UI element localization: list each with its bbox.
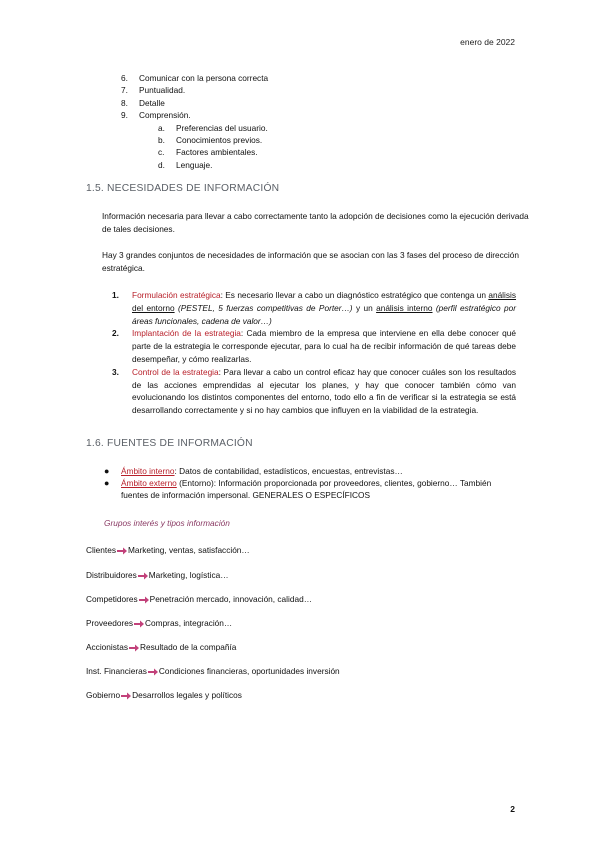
section-heading-1-5: 1.5. NECESIDADES DE INFORMACIÓN [86, 183, 280, 194]
stakeholder-row: Clientes Marketing, ventas, satisfacción… [86, 545, 250, 555]
right-arrow-icon [117, 547, 127, 555]
bullet-icon: ● [104, 478, 110, 489]
right-arrow-icon [148, 668, 158, 676]
header-date: enero de 2022 [460, 37, 515, 47]
stakeholder-row: Gobierno Desarrollos legales y políticos [86, 690, 242, 700]
list-item: 2. Implantación de la estrategia: Cada miembro de la empresa que interviene en ella debe conocer qué parte de la estrategia le corresponde ejecutar, para lo cual ha de recibir información de qué tareas debe desempeñar, y cómo realizarlas. [112, 328, 516, 364]
section-heading-1-6: 1.6. FUENTES DE INFORMACIÓN [86, 438, 253, 449]
page-number: 2 [510, 804, 515, 814]
phase-label: Implantación de la estrategia [132, 328, 241, 339]
paragraph: Hay 3 grandes conjuntos de necesidades de información que se asocian con las 3 fases del proceso de dirección estratégica. [102, 250, 519, 273]
strategy-phases-list [112, 289, 516, 417]
sources-bullet-list [104, 465, 516, 502]
bullet-icon: ● [104, 466, 110, 476]
right-arrow-icon [139, 596, 149, 604]
subheading-groups: Grupos interés y tipos información [104, 518, 230, 528]
stakeholder-row: Inst. Financieras Condiciones financieras, oportunidades inversión [86, 666, 340, 676]
phase-label: Formulación estratégica [132, 290, 221, 300]
right-arrow-icon [138, 572, 148, 580]
right-arrow-icon [134, 620, 144, 628]
stakeholder-row: Competidores Penetración mercado, innovación, calidad… [86, 594, 313, 604]
right-arrow-icon [121, 692, 131, 700]
stakeholder-row: Accionistas Resultado de la compañía [86, 642, 237, 652]
list-item: ● Ámbito externo (Entorno): Información proporcionada por proveedores, clientes, gobierno… También fuentes de información impersonal. GENERALES O ESPECÍFICOS [104, 478, 492, 501]
document-page: enero de 2022 6. Comunicar con la persona correcta 7. Puntualidad. 8. Detalle 9. Comprensión. a. Preferencias del usuario. b. Conocimientos previos. c. Factores ambientales. d. Lenguaje. 1.5. NECESIDADES DE INFORMACIÓN Información necesaria para llevar a cabo correctamente tanto la adopción de decisiones como la ejecución derivada de tales decisiones. Hay 3 grandes conjuntos de necesidades de información que se asocian con las 3 fases del proceso de dirección estratégica. 1. Formulación estratégica: Es necesario llevar a cabo un diagnóstico estratégico que contenga un análisis del entorno (PESTEL, 5 fuerzas competitivas de Porter…) y un análisis interno (perfil estratégico por áreas funcionales, cadena de valor…) 2. Implantación de la estrategia: Cada miembro de la empresa que interviene en ella debe conocer qué parte de la estrategia le corresponde ejecutar, para lo cual ha de recibir información de qué tareas debe desempeñar, y cómo realizarlas. 3. Control de la estrategia: Para llevar a cabo un control eficaz hay que conocer cuáles son los resultados de las acciones emprendidas al ejecutar los planes, y hay que conocer también cómo van evolucionando los distintos componentes del entorno, todo ello a fin de verificar si la estrategia se está desarrollando correctamente y si no hay cambios que influyen en la viabilidad de la estrategia. 1.6. FUENTES DE INFORMACIÓN ● Ámbito interno: Datos de contabilidad, estadísticos, encuestas, entrevistas… ● Ámbito externo (Entorno): Información proporcionada por proveedores, clientes, gobierno… También fuentes de información impersonal. GENERALES O ESPECÍFICOS Grupos interés y tipos información Clientes Marketing, ventas, satisfacción… Distribuidores Marketing, logística… Competidores Penetración mercado, innovación, calidad… Proveedores Compras, integración… Accionistas Resultado de la compañía Inst. Financieras Condiciones financieras, oportunidades inversión Gobierno Desarrollos legales y políticos 2 [0, 0, 599, 848]
list-item: 1. Formulación estratégica: Es necesario llevar a cabo un diagnóstico estratégico que contenga un análisis del entorno (PESTEL, 5 fuerzas competitivas de Porter…) y un análisis interno (perfil estratégico por áreas funcionales, cadena de valor…) [112, 290, 517, 326]
right-arrow-icon [129, 644, 139, 652]
stakeholder-row: Distribuidores Marketing, logística… [86, 570, 229, 580]
paragraph: Información necesaria para llevar a cabo correctamente tanto la adopción de decisiones como la ejecución derivada de tales decisiones. [102, 211, 529, 234]
phase-label: Control de la estrategia [132, 366, 219, 377]
list-item: ● Ámbito interno: Datos de contabilidad, estadísticos, encuestas, entrevistas… [104, 466, 403, 476]
stakeholder-row: Proveedores Compras, integración… [86, 618, 233, 628]
list-item: 3. Control de la estrategia: Para llevar a cabo un control eficaz hay que conocer cuáles son los resultados de las acciones emprendidas al ejecutar los planes, y hay que conocer también cómo van evolucionando los distintos componentes del entorno, todo ello a fin de verificar si la estrategia se está desarrollando correctamente y si no hay cambios que influyen en la viabilidad de la estrategia. [112, 366, 516, 416]
